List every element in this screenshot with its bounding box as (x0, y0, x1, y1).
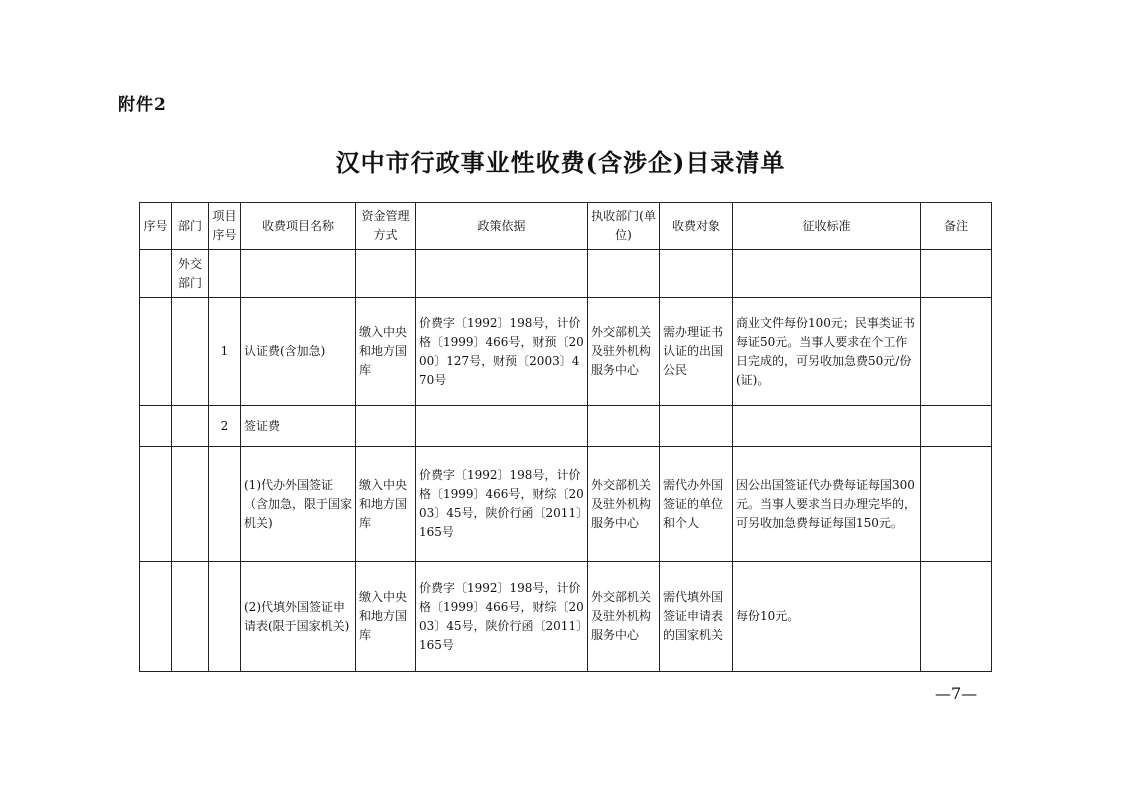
cell-item-no: 2 (209, 406, 241, 447)
header-standard: 征收标准 (733, 203, 921, 250)
cell-standard (733, 406, 921, 447)
table-header-row (140, 203, 992, 250)
cell-collector: 外交部机关及驻外机构服务中心 (588, 562, 660, 672)
cell-item-no (209, 250, 241, 298)
table-row-authentication-fee (140, 298, 992, 406)
header-dept: 部门 (172, 203, 209, 250)
cell-dept: 外交部门 (172, 250, 209, 298)
cell-seq (140, 562, 172, 672)
cell-remarks (921, 562, 992, 672)
cell-name: 认证费(含加急) (241, 298, 356, 406)
header-remarks: 备注 (921, 203, 992, 250)
cell-target: 需代办外国签证的单位和个人 (660, 447, 733, 562)
cell-seq (140, 406, 172, 447)
cell-fund-mgmt (356, 250, 416, 298)
cell-policy: 价费字〔1992〕198号，计价格〔1999〕466号，财综〔2003〕45号，陕价行函〔2011〕165号 (416, 562, 588, 672)
cell-dept (172, 447, 209, 562)
header-target: 收费对象 (660, 203, 733, 250)
cell-policy: 价费字〔1992〕198号，计价格〔1999〕466号，财预〔2000〕127号，财预〔2003〕470号 (416, 298, 588, 406)
cell-fund-mgmt: 缴入中央和地方国库 (356, 447, 416, 562)
cell-policy (416, 250, 588, 298)
cell-target: 需代填外国签证申请表的国家机关 (660, 562, 733, 672)
cell-standard: 每份10元。 (733, 562, 921, 672)
cell-seq (140, 447, 172, 562)
cell-policy (416, 406, 588, 447)
header-fund-mgmt: 资金管理方式 (356, 203, 416, 250)
cell-name: 签证费 (241, 406, 356, 447)
header-seq: 序号 (140, 203, 172, 250)
cell-policy: 价费字〔1992〕198号，计价格〔1999〕466号，财综〔2003〕45号，陕价行函〔2011〕165号 (416, 447, 588, 562)
cell-name (241, 250, 356, 298)
cell-target (660, 406, 733, 447)
document-title: 汉中市行政事业性收费(含涉企)目录清单 (335, 148, 786, 177)
cell-collector (588, 406, 660, 447)
cell-dept (172, 298, 209, 406)
cell-fund-mgmt: 缴入中央和地方国库 (356, 562, 416, 672)
cell-remarks (921, 406, 992, 447)
table-row-visa-form-filling (140, 562, 992, 672)
cell-collector: 外交部机关及驻外机构服务中心 (588, 447, 660, 562)
cell-target: 需办理证书认证的出国公民 (660, 298, 733, 406)
header-collector: 执收部门(单位) (588, 203, 660, 250)
table-row-dept (140, 250, 992, 298)
cell-fund-mgmt (356, 406, 416, 447)
cell-collector: 外交部机关及驻外机构服务中心 (588, 298, 660, 406)
cell-item-no: 1 (209, 298, 241, 406)
page-number: —7— (935, 684, 978, 703)
cell-seq (140, 298, 172, 406)
cell-name: (2)代填外国签证申请表(限于国家机关) (241, 562, 356, 672)
cell-name: (1)代办外国签证（含加急，限于国家机关) (241, 447, 356, 562)
cell-item-no (209, 447, 241, 562)
header-name: 收费项目名称 (241, 203, 356, 250)
table-row-visa-fee (140, 406, 992, 447)
header-policy: 政策依据 (416, 203, 588, 250)
cell-dept (172, 406, 209, 447)
cell-remarks (921, 250, 992, 298)
cell-seq (140, 250, 172, 298)
fee-catalog-table (139, 202, 992, 672)
header-item-no: 项目序号 (209, 203, 241, 250)
cell-target (660, 250, 733, 298)
cell-remarks (921, 447, 992, 562)
cell-dept (172, 562, 209, 672)
cell-fund-mgmt: 缴入中央和地方国库 (356, 298, 416, 406)
cell-item-no (209, 562, 241, 672)
cell-standard: 商业文件每份100元；民事类证书每证50元。当事人要求在个工作日完成的，可另收加急费50元/份(证)。 (733, 298, 921, 406)
cell-remarks (921, 298, 992, 406)
attachment-label: 附件2 (118, 95, 167, 115)
cell-collector (588, 250, 660, 298)
table-row-visa-agency (140, 447, 992, 562)
cell-standard (733, 250, 921, 298)
cell-standard: 因公出国签证代办费每证每国300元。当事人要求当日办理完毕的，可另收加急费每证每国150元。 (733, 447, 921, 562)
